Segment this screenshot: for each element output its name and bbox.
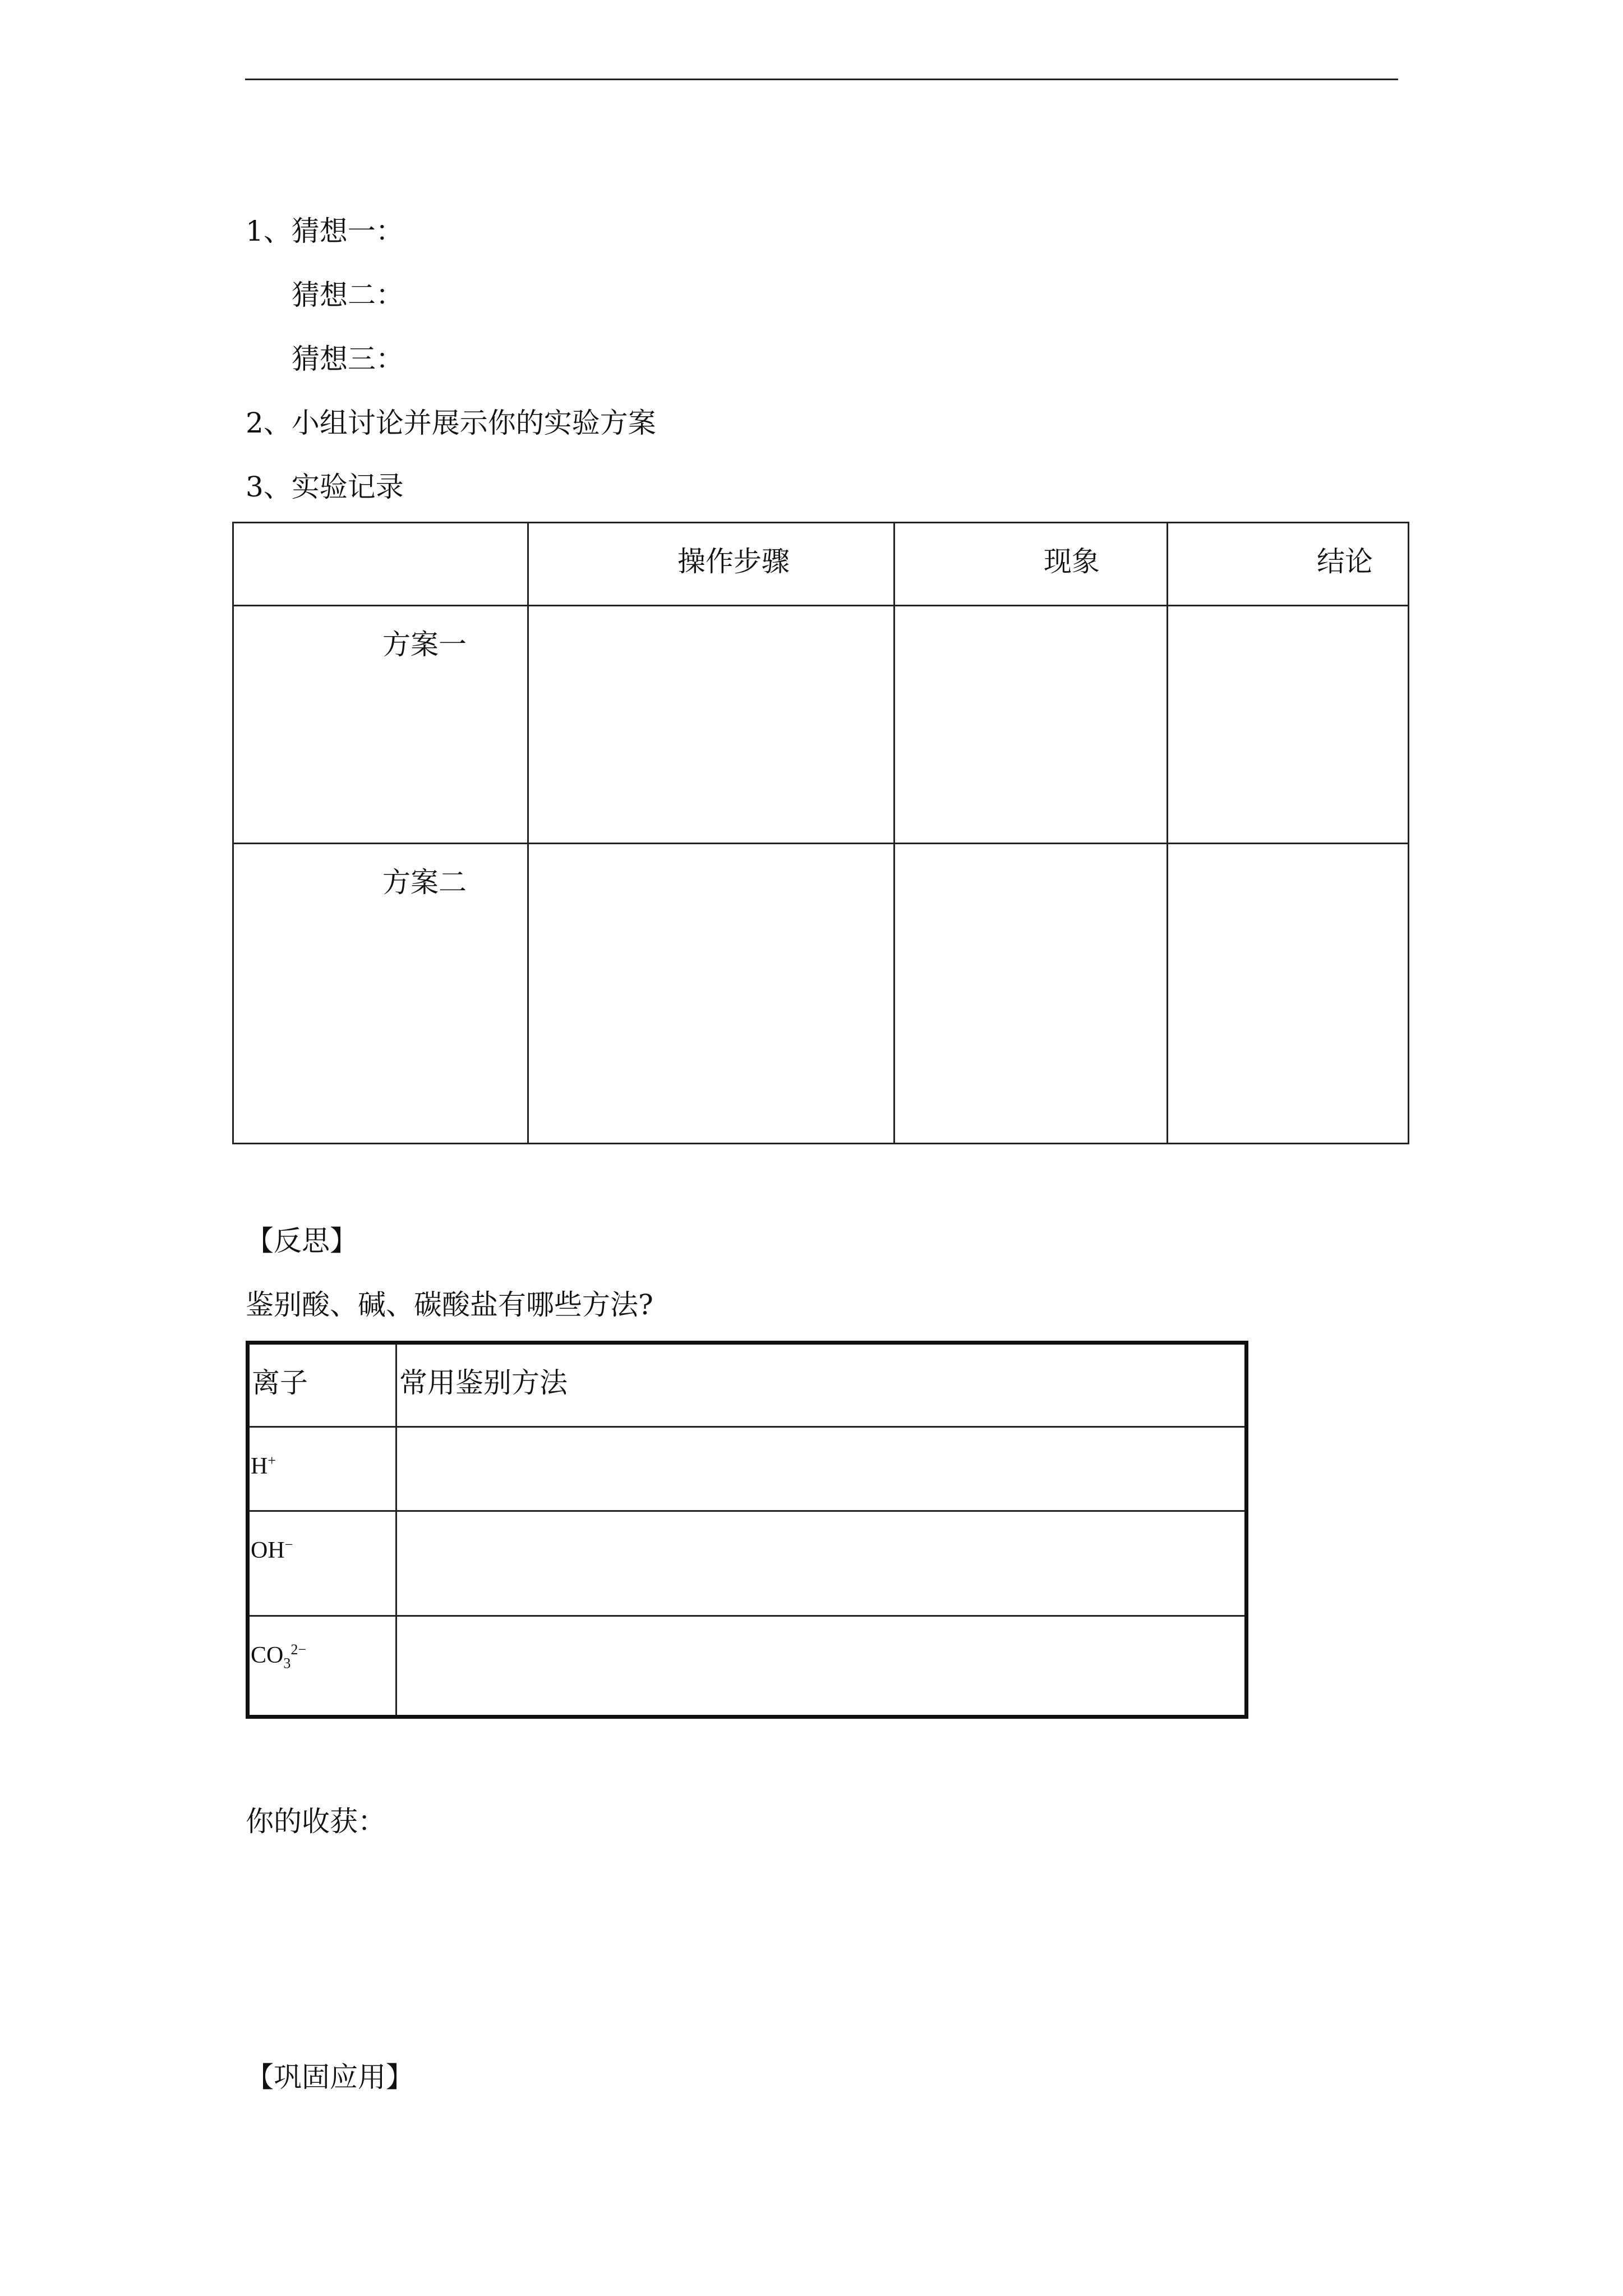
plan-1-label: 方案一 (382, 628, 467, 661)
consolidate-heading: 【巩固应用】 (246, 2061, 414, 2093)
step-2-text: 2、小组讨论并展示你的实验方案 (246, 407, 656, 439)
table-header-row (233, 523, 1409, 606)
hypothesis-3: 猜想三： (292, 343, 404, 375)
method-cell-hydrogen (396, 1427, 1247, 1511)
header-cell-steps: 操作步骤 (528, 523, 895, 606)
reflection-question: 鉴别酸、碱、碳酸盐有哪些方法? (246, 1289, 653, 1321)
header-cell-empty (233, 523, 528, 606)
plan-2-steps-cell (528, 844, 895, 1144)
method-cell-carbonate (396, 1616, 1247, 1717)
header-cell-conclusion: 结论 (1168, 523, 1409, 606)
table-row (248, 1511, 1247, 1616)
plan-2-label: 方案二 (382, 866, 467, 899)
header-cell-method: 常用鉴别方法 (396, 1343, 1247, 1427)
plan-2-phenomenon-cell (895, 844, 1168, 1144)
plan-1-label-cell (233, 606, 528, 844)
hypothesis-1: 1、猜想一： (246, 215, 404, 247)
plan-2-conclusion-cell (1168, 844, 1409, 1144)
plan-1-conclusion-cell (1168, 606, 1409, 844)
table-row (233, 606, 1409, 844)
header-rule (245, 79, 1398, 80)
header-cell-phenomenon: 现象 (895, 523, 1168, 606)
plan-1-phenomenon-cell (895, 606, 1168, 844)
table-row (248, 1616, 1247, 1717)
step-3-text: 3、实验记录 (246, 471, 404, 503)
plan-2-label-cell (233, 844, 528, 1144)
reflection-heading: 【反思】 (246, 1225, 358, 1257)
ion-cell-carbonate: $CO_3^{2-}$ (248, 1616, 396, 1717)
harvest-text: 你的收获： (246, 1805, 386, 1838)
ion-cell-hydrogen: H+ (248, 1427, 396, 1511)
method-cell-hydroxide (396, 1511, 1247, 1616)
plan-1-steps-cell (528, 606, 895, 844)
experiment-record-table (232, 522, 1409, 1144)
table-row (248, 1427, 1247, 1511)
ion-identification-table (246, 1341, 1248, 1719)
header-cell-ion: 离子 (248, 1343, 396, 1427)
ion-table-header-row (248, 1343, 1247, 1427)
table-row (233, 844, 1409, 1144)
hypothesis-2: 猜想二： (292, 279, 404, 311)
ion-cell-hydroxide: OH− (248, 1511, 396, 1616)
